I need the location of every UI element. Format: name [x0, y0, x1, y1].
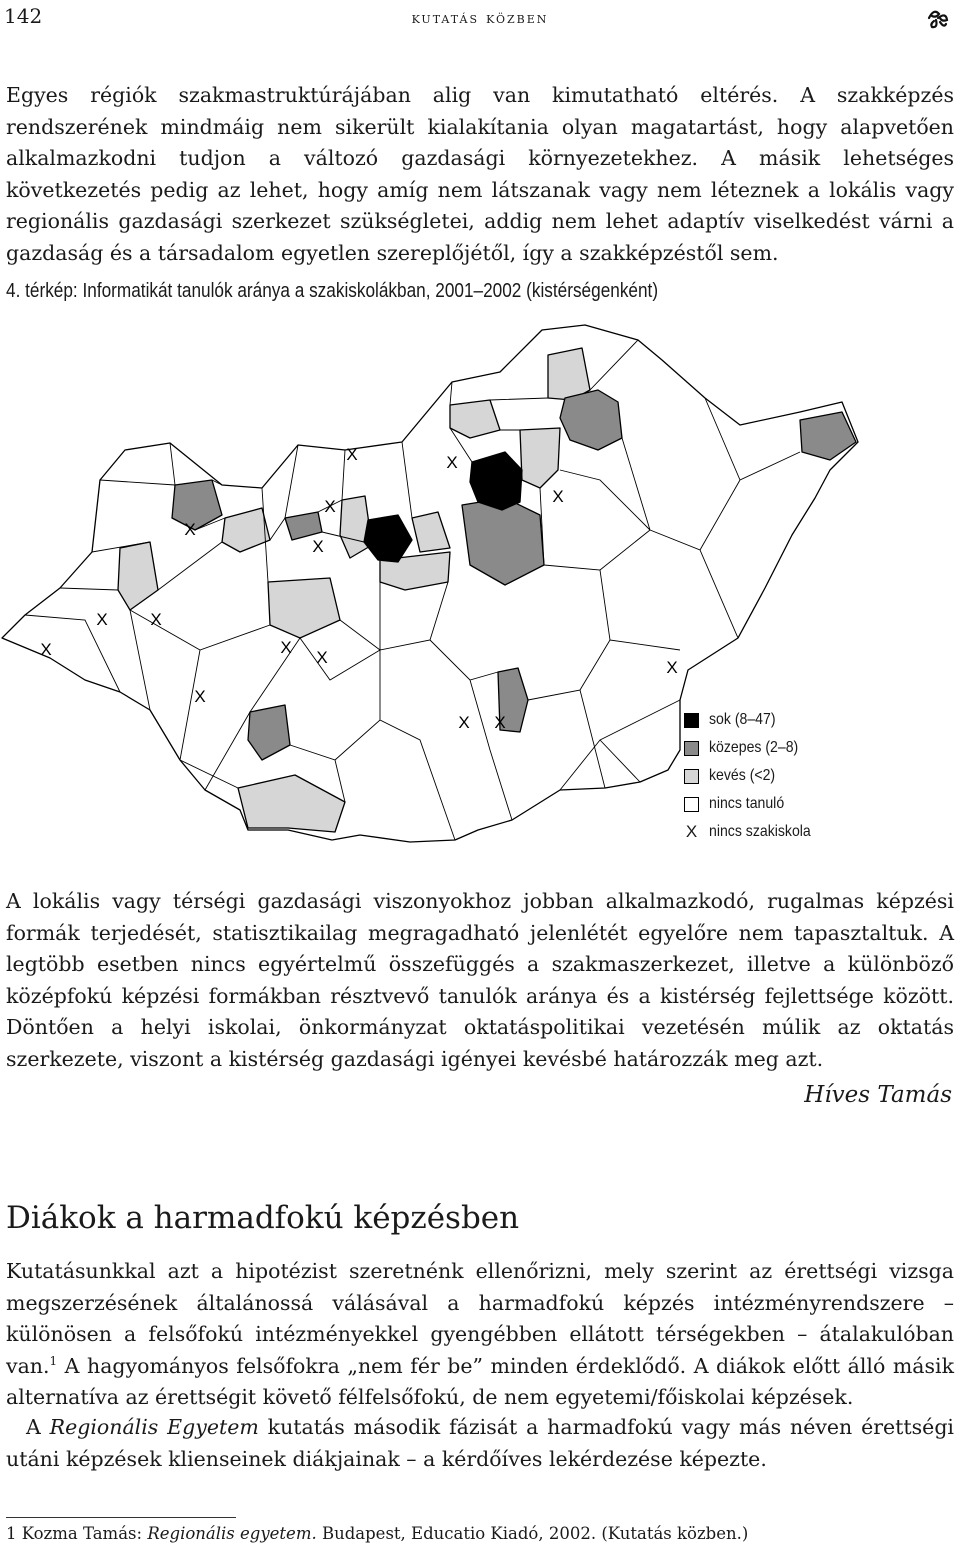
- text-span: Kozma Tamás:: [16, 1524, 148, 1543]
- footnote-number: 1: [6, 1524, 17, 1543]
- x-marker: X: [666, 658, 678, 677]
- legend-item-nincs-tanulo: [684, 790, 944, 818]
- x-marker: X: [194, 687, 206, 706]
- running-head: kutatás közben: [411, 8, 549, 27]
- text-span: Budapest, Educatio Kiadó, 2002. (Kutatás közben.): [316, 1524, 749, 1543]
- ornament-icon: [926, 6, 950, 30]
- x-marker: X: [150, 610, 162, 629]
- x-marker: X: [552, 487, 564, 506]
- text-span: kutatás második fázisát a harmadfokú vagy más néven érettségi utáni képzések klienseinek diákjainak – a kérdőíves lekérdezése képezte.: [6, 1415, 954, 1471]
- author-signature: Híves Tamás: [804, 1082, 952, 1108]
- x-marker: X: [280, 638, 292, 657]
- x-marker: X: [40, 640, 52, 659]
- x-marker: X: [312, 537, 324, 556]
- page-number: 142: [4, 4, 43, 28]
- emphasis-title: Regionális egyetem.: [147, 1524, 317, 1543]
- x-marker: X: [324, 497, 336, 516]
- paragraph-intro: Egyes régiók szakmastruktúrájában alig van kimutatható eltérés. A szakképzés rendszerének mindmáig nem sikerült kialakítania olyan magatartást, hogy alapvetően alkalmazkodni tudjon a változó gazdasági környezetekhez. A másik lehetséges következetés pedig az lehet, hogy amíg nem látszanak vagy nem léteznek a lokális vagy regionális gazdasági szerkezet szükségletei, addig nem lehet adaptív viselkedést várni a gazdaság és a társadalom egyetlen szereplőjétől, így a szakképzéstől sem.: [6, 83, 954, 265]
- text-span: Kutatásunkkal azt a hipotézist szeretnénk ellenőrizni, mely szerint az érettségi vizsga megszerzésének általánossá válásával a harmadfokú képzés intézményrendszere – különösen a felsőfokú intézményekkel gyengébben ellátott térségekben – átalakulóban van.: [6, 1259, 954, 1378]
- paragraph-findings: A lokális vagy térségi gazdasági viszonyokhoz jobban alkalmazkodó, rugalmas képzési formák terjedését, statisztikailag megragadható jelenlétét egyelőre nem tapasztaltuk. A legtöbb esetben nincs egyértelmű összefüggés a szakmaszerkezet, illetve a különböző középfokú képzési formákban résztvevő tanulók aránya és a kistérség fejlettsége között. Döntően a helyi iskolai, önkormányzat oktatáspolitikai vezetésén múlik az oktatás szerkezete, viszont a kistérség gazdasági igényei kevésbé határozzák meg azt.: [6, 889, 954, 1071]
- legend-item-kozepes: [684, 734, 944, 762]
- emphasis-title: Regionális Egyetem: [49, 1415, 259, 1439]
- x-marker: X: [184, 520, 196, 539]
- legend-swatch-white: [684, 797, 699, 812]
- x-marker: X: [346, 445, 358, 464]
- region-light-1: [548, 348, 590, 400]
- footnote: [6, 1524, 748, 1543]
- x-marker: X: [494, 713, 506, 732]
- legend-swatch-dark-gray: [684, 741, 699, 756]
- x-marker: X: [316, 648, 328, 667]
- legend-label: kevés (<2): [709, 767, 776, 784]
- x-marker: X: [458, 713, 470, 732]
- page-header: [0, 0, 960, 36]
- legend-label: nincs szakiskola: [709, 823, 811, 840]
- text-span: A hagyományos felsőfokra „nem fér be” minden érdeklődő. A diákok előtt álló másik alternatíva az érettségit követő félfelsőfokú, de nem egyetemi/főiskolai képzések.: [6, 1353, 954, 1409]
- legend-swatch-light-gray: [684, 769, 699, 784]
- footnote-divider: [6, 1517, 236, 1518]
- paragraph-research-phase: [6, 1412, 954, 1475]
- legend-item-keves: [684, 762, 944, 790]
- region-light-2: [450, 400, 500, 438]
- map-legend: [684, 706, 944, 846]
- legend-item-nincs-szakiskola: [684, 818, 944, 846]
- x-marker: X: [446, 453, 458, 472]
- legend-swatch-black: [684, 713, 699, 728]
- legend-label: közepes (2–8): [709, 739, 799, 756]
- section-title: Diákok a harmadfokú képzésben: [6, 1200, 520, 1236]
- footnote-reference[interactable]: 1: [49, 1353, 58, 1368]
- text-span: A: [26, 1415, 50, 1439]
- legend-label: nincs tanuló: [709, 795, 785, 812]
- legend-x-marker: X: [685, 822, 698, 841]
- paragraph-hypothesis: [6, 1256, 954, 1414]
- legend-item-sok: [684, 706, 944, 734]
- map-caption: 4. térkép: Informatikát tanulók aránya a szakiskolákban, 2001–2002 (kistérségenként): [6, 280, 659, 302]
- x-marker: X: [96, 610, 108, 629]
- legend-label: sok (8–47): [709, 711, 776, 728]
